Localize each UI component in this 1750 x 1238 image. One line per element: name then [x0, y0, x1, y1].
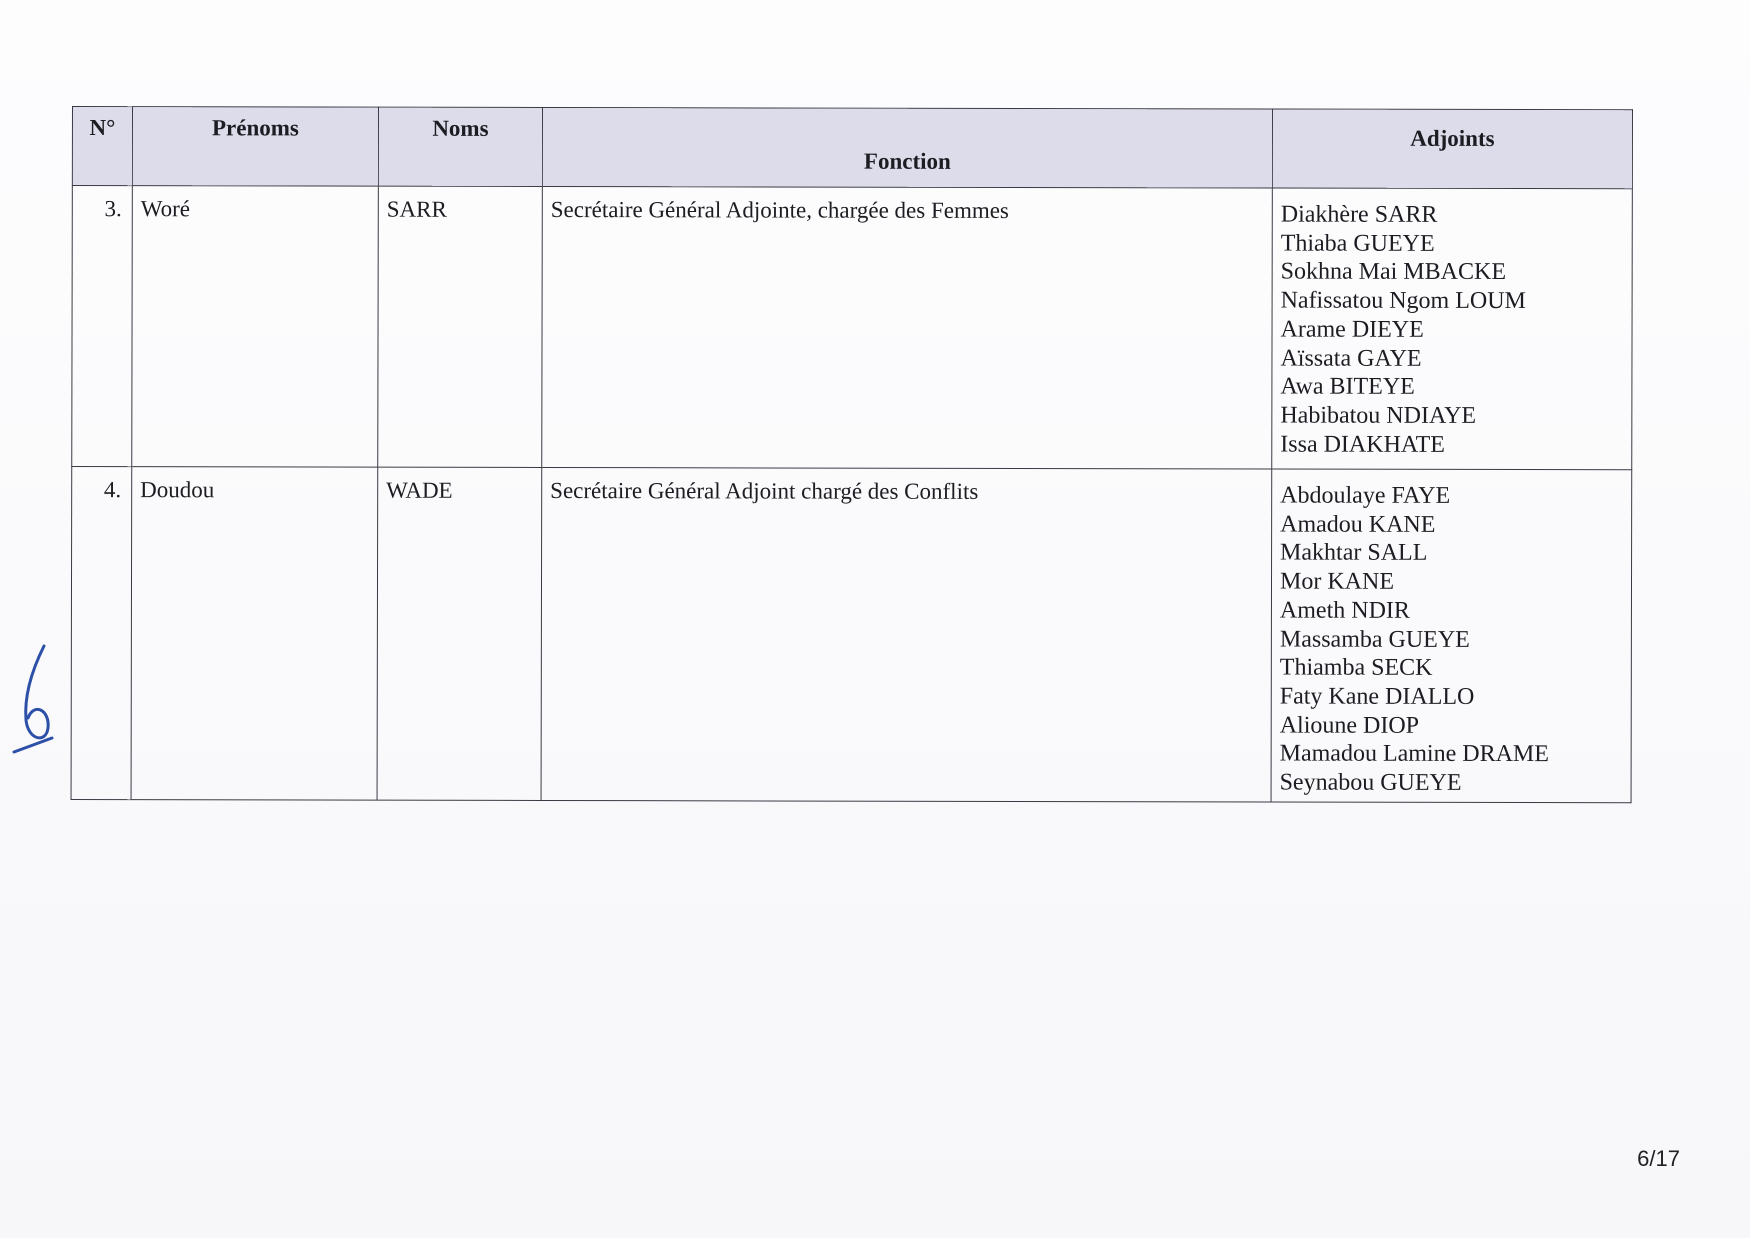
deputies-list — [1280, 478, 1624, 798]
deputies-list — [1280, 197, 1624, 460]
deputy-name: Awa BITEYE — [1280, 373, 1415, 401]
row-lastname: WADE — [377, 467, 542, 800]
deputy-name: Arame DIEYE — [1280, 316, 1424, 343]
deputy-name: Diakhère SARR — [1280, 201, 1438, 228]
deputy-name: Issa DIAKHATE — [1280, 431, 1445, 458]
row-deputies — [1272, 188, 1633, 470]
deputy-name: Mamadou Lamine DRAME — [1279, 740, 1549, 768]
header-firstnames: Prénoms — [132, 107, 378, 187]
deputy-name: Mor KANE — [1279, 568, 1395, 595]
row-firstname: Woré — [132, 186, 379, 468]
row-number: 4. — [71, 467, 132, 800]
row-firstname: Doudou — [131, 467, 378, 800]
row-function: Secrétaire Général Adjointe, chargée des Femmes — [542, 186, 1273, 469]
header-num: N° — [72, 107, 132, 186]
header-function: Fonction — [542, 107, 1272, 188]
deputy-name: Faty Kane DIALLO — [1279, 683, 1475, 710]
row-function: Secrétaire Général Adjoint chargé des Conflits — [541, 467, 1272, 801]
deputy-name: Massamba GUEYE — [1279, 626, 1470, 653]
header-deputies: Adjoints — [1272, 109, 1632, 189]
handwritten-initial-annotation — [10, 640, 60, 760]
deputy-name: Sokhna Mai MBACKE — [1280, 258, 1507, 286]
row-number: 3. — [72, 186, 133, 467]
deputy-name: Thiaba GUEYE — [1280, 230, 1435, 257]
deputy-name: Nafissatou Ngom LOUM — [1280, 287, 1526, 315]
deputy-name: Thiamba SECK — [1279, 654, 1433, 682]
table-row — [72, 186, 1633, 470]
page-number: 6/17 — [1637, 1146, 1680, 1171]
table-row — [71, 467, 1632, 803]
header-lastnames: Noms — [378, 107, 542, 186]
row-lastname: SARR — [378, 186, 543, 467]
members-table — [71, 106, 1633, 803]
deputy-name: Abdoulaye FAYE — [1280, 482, 1451, 509]
deputy-name: Aïssata GAYE — [1280, 345, 1422, 372]
deputy-name: Seynabou GUEYE — [1279, 769, 1462, 796]
deputy-name: Habibatou NDIAYE — [1280, 402, 1477, 429]
deputy-name: Amadou KANE — [1280, 511, 1436, 538]
deputy-name: Makhtar SALL — [1280, 539, 1428, 567]
row-deputies — [1271, 469, 1632, 802]
table-header — [72, 107, 1632, 189]
deputy-name: Ameth NDIR — [1279, 597, 1410, 624]
deputy-name: Alioune DIOP — [1279, 712, 1420, 739]
